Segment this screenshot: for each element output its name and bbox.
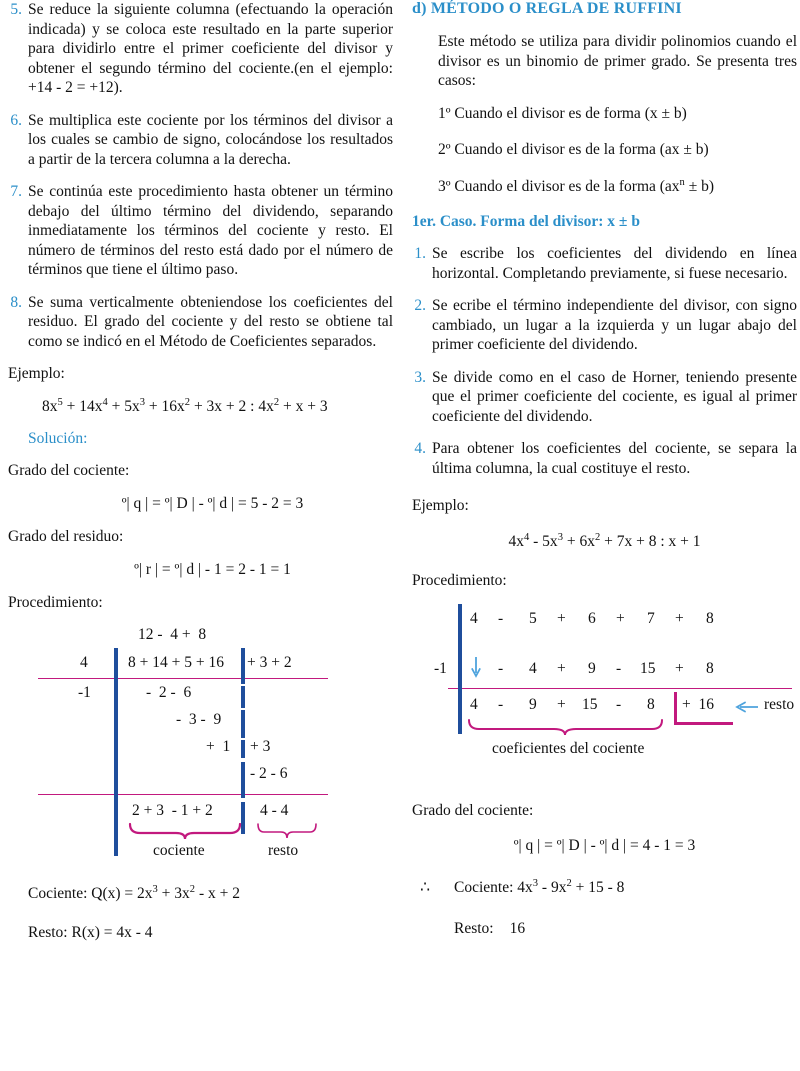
horner-rule-top: [38, 678, 328, 679]
expr-sup: 2: [594, 531, 601, 543]
ruffini-divider: [458, 604, 462, 734]
resto-value: 16: [509, 920, 526, 937]
ruffini-r2-c8: 8: [706, 659, 714, 677]
ruffini-r1-c8: 8: [706, 609, 714, 627]
grado-cociente-formula: º| q | = º| D | - º| d | = 4 - 1 = 3: [513, 837, 696, 854]
ruffini-r1-c6: 7: [647, 609, 655, 627]
expr-sup: 2: [189, 883, 196, 895]
ruffini-quotient-brace: [466, 718, 666, 736]
horner-top-row: 12 - 4 + 8: [138, 625, 207, 643]
list-item: [8, 0, 393, 98]
expr-sup: 3: [532, 877, 539, 889]
list-item: [8, 182, 393, 280]
procedimiento-label: Procedimiento:: [412, 572, 507, 589]
list-item: [412, 296, 797, 355]
horner-divisor-second: -1: [78, 683, 91, 701]
ruffini-r1-c3: +: [557, 609, 566, 627]
ejemplo-expression: [412, 532, 797, 552]
list-text: Se multiplica este cociente por los términos del divisor a los cuales se cambio de signo, colocándose los resultados a partir de la tercera columna a la derecha.: [28, 111, 393, 168]
list-text: Se ecribe el término independiente del divisor, con signo cambiado, un lugar a la izquierda y un lugar abajo del primer coeficiente del dividendo.: [432, 297, 797, 353]
therefore-icon: ∴: [420, 878, 430, 896]
ruffini-divisor: -1: [434, 659, 447, 677]
expr-part: + 6x: [562, 532, 595, 550]
left-cociente-result: [28, 884, 393, 904]
expr-part: - x + 2: [195, 884, 240, 902]
list-text: Se divide como en el caso de Horner, teniendo presente que el primer coeficiente del cociente, es igual al primer coeficiente del dividendo.: [432, 368, 797, 425]
left-arrow-icon: [734, 700, 760, 714]
expr-part: + 5x: [107, 397, 140, 415]
ruffini-r2-c5: -: [616, 659, 622, 677]
expr-part: + 16x: [145, 397, 185, 415]
expr-part: + 14x: [62, 397, 103, 415]
list-marker: 1.: [414, 245, 426, 262]
list-item: [412, 368, 797, 427]
ruffini-r2-c7: +: [675, 659, 684, 677]
ruffini-r3-c4: 15: [582, 695, 598, 713]
horner-divider-right-e: [241, 762, 245, 798]
horner-remainder-brace: [256, 822, 318, 840]
grado-residuo-formula: º| r | = º| d | - 1 = 2 - 1 = 1: [134, 560, 291, 578]
case-line-2: 2º Cuando el divisor es de la forma (ax ± b): [438, 141, 709, 158]
expr-sup: 4: [524, 531, 530, 543]
ruffini-r3-c1: -: [498, 695, 504, 713]
resto-label: Resto:: [454, 920, 494, 937]
ruffini-remainder-value: + 16: [682, 695, 714, 713]
ruffini-r1-c2: 5: [529, 609, 537, 627]
ejemplo-label: Ejemplo:: [412, 497, 469, 514]
expr-sup: 3: [139, 396, 146, 408]
expr-part: Cociente: Q(x) = 2x: [28, 884, 153, 902]
ruffini-r2-c4: 9: [588, 659, 596, 677]
ruffini-r3-c6: 8: [647, 695, 655, 713]
list-text: Para obtener los coeficientes del cociente, se separa la última columna, la cual costituye el resto.: [432, 440, 797, 477]
ejemplo-label: Ejemplo:: [8, 365, 65, 382]
solucion-label: Solución:: [28, 430, 88, 447]
ruffini-diagram: [412, 604, 795, 779]
list-marker: 7.: [10, 183, 22, 200]
horner-partial-row: - 2 - 6: [250, 764, 288, 782]
grado-cociente-label: Grado del cociente:: [8, 462, 130, 479]
horner-rule-bottom: [38, 794, 328, 795]
list-marker: 8.: [10, 293, 22, 311]
case-line-3: [438, 177, 797, 197]
ruffini-r2-c3: +: [557, 659, 566, 677]
list-item: [412, 244, 797, 283]
list-marker: 4.: [414, 440, 426, 457]
horner-partial-row: - 3 - 9: [176, 710, 222, 728]
list-item: [412, 439, 797, 478]
intro-paragraph: Este método se utiliza para dividir polinomios cuando el divisor es un binomio de primer grado. Se presenta tres casos:: [438, 33, 797, 89]
expr-sup: 2: [184, 396, 191, 408]
list-marker: 6.: [10, 111, 22, 129]
expr-part: ± b): [684, 177, 714, 195]
expr-sup: n: [679, 176, 685, 188]
horner-partial-row: - 2 - 6: [146, 683, 192, 701]
grado-cociente-label: Grado del cociente:: [412, 801, 534, 819]
ruffini-r1-c1: -: [498, 609, 504, 627]
ruffini-r2-c1: -: [498, 659, 504, 677]
ruffini-r1-c0: 4: [470, 609, 478, 627]
ruffini-r2-c2: 4: [529, 659, 537, 677]
list-item: [8, 293, 393, 352]
ruffini-brace-label: coeficientes del cociente: [492, 739, 645, 757]
expr-sup: 2: [566, 877, 572, 889]
expr-part: 8x: [42, 397, 58, 415]
expr-part: Cociente: 4x: [454, 878, 533, 896]
ruffini-r2-c6: 15: [640, 659, 656, 677]
left-column: [8, 0, 393, 957]
horner-dividend-left: 8 + 14 + 5 + 16: [128, 653, 224, 671]
list-text: Se continúa este procedimiento hasta obtener un término debajo del último término del dividendo, separando inmediatamente los términos del cociente y resto. El número de términos del resto está dado por el número de términos que tiene el último paso.: [28, 183, 393, 278]
horner-divider-right-d: [241, 740, 245, 758]
ruffini-r1-c4: 6: [588, 609, 596, 627]
expr-part: 3º Cuando el divisor es de la forma (ax: [438, 177, 680, 195]
horner-divider-left: [114, 648, 118, 856]
expr-part: - 9x: [538, 878, 567, 896]
case-line-1: 1º Cuando el divisor es de forma (x ± b): [438, 104, 687, 122]
cociente-conclusion: [412, 878, 797, 898]
list-marker: 3.: [414, 368, 426, 386]
case-subheading: 1er. Caso. Forma del divisor: x ± b: [412, 213, 640, 230]
expr-sup: 4: [102, 396, 108, 408]
section-heading: d) MÉTODO O REGLA DE RUFFINI: [412, 0, 682, 17]
expr-part: + 3x + 2 : 4x: [190, 397, 274, 415]
procedimiento-label: Procedimiento:: [8, 594, 103, 611]
list-text: Se suma verticalmente obteniendose los coeficientes del residuo. El grado del cociente y del resto se obtiene tal como se indicó en el Método de Coeficientes separados.: [28, 293, 393, 350]
expr-part: + 7x + 8 : x + 1: [600, 532, 701, 550]
expr-part: - 5x: [529, 532, 558, 550]
expr-sup: 3: [152, 883, 158, 895]
expr-part: + 3x: [157, 884, 190, 902]
horner-label-remainder: resto: [268, 841, 299, 859]
right-column: [412, 0, 797, 953]
expr-sup: 3: [557, 531, 563, 543]
grado-cociente-formula: º| q | = º| D | - º| d | = 5 - 2 = 3: [121, 494, 304, 512]
grado-residuo-label: Grado del residuo:: [8, 528, 124, 545]
horner-divider-right-a: [241, 648, 245, 684]
horner-partial-row: + 1: [206, 737, 231, 755]
ruffini-r1-c5: +: [616, 609, 625, 627]
ruffini-r3-c0: 4: [470, 695, 478, 713]
left-resto-result: Resto: R(x) = 4x - 4: [28, 924, 153, 941]
list-item: [8, 111, 393, 170]
ejemplo-expression: [42, 397, 393, 417]
horner-quotient-coeffs: 2 + 3 - 1 + 2: [132, 801, 213, 819]
list-text: Se reduce la siguiente columna (efectuando la operación indicada) y se coloca este resultado en la parte superior para dividirlo entre el primer coeficiente del divisor y obtener el segundo término del cociente.(en el ejemplo: +14 - 2 = +12).: [28, 1, 393, 96]
expr-part: + x + 3: [279, 397, 328, 415]
horner-dividend-right: + 3 + 2: [247, 653, 292, 671]
resto-conclusion: [454, 919, 797, 939]
expr-sup: 2: [273, 396, 280, 408]
ruffini-r3-c2: 9: [529, 695, 537, 713]
horner-diagram: [10, 626, 370, 866]
ruffini-rule: [448, 688, 792, 689]
horner-quotient-brace: [128, 822, 242, 840]
expr-part: 4x: [508, 532, 524, 550]
horner-divisor-first: 4: [80, 653, 88, 671]
ruffini-remainder-label: resto: [764, 695, 795, 713]
horner-remainder-coeffs: 4 - 4: [260, 801, 289, 819]
ruffini-r1-c7: +: [675, 609, 684, 627]
down-arrow-icon: [470, 656, 484, 680]
horner-label-quotient: cociente: [153, 841, 205, 859]
ruffini-r3-c5: -: [616, 695, 622, 713]
list-marker: 2.: [414, 297, 426, 314]
list-text: Se escribe los coeficientes del dividendo en línea horizontal. Completando previamente, si fuese necesario.: [432, 245, 797, 282]
list-marker: 5.: [10, 1, 22, 18]
expr-part: + 15 - 8: [571, 878, 625, 896]
ruffini-r3-c3: +: [557, 695, 566, 713]
expr-sup: 5: [57, 396, 63, 408]
horner-divider-right-b: [241, 686, 245, 708]
horner-divider-right-c: [241, 710, 245, 738]
horner-partial-row: + 3: [250, 737, 271, 755]
